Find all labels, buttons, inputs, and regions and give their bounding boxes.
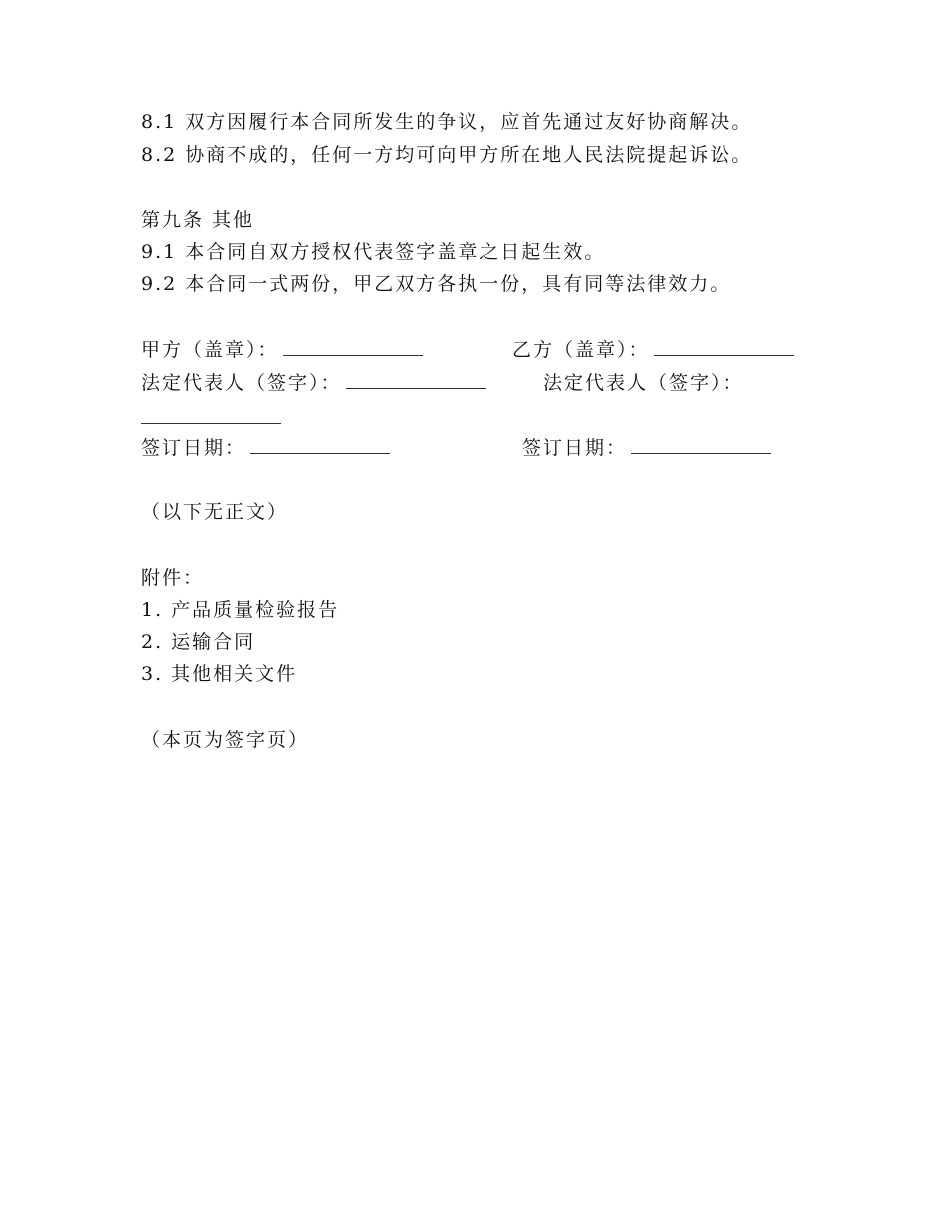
party-a-seal [141, 338, 423, 362]
party-a-seal-label: 甲方（盖章）： [141, 339, 279, 361]
clause-8-1: 8.1 双方因履行本合同所发生的争议，应首先通过友好协商解决。 [141, 111, 753, 133]
party-b-rep [543, 371, 744, 395]
party-a-date-label: 签订日期： [141, 437, 247, 459]
party-b-rep-label: 法定代表人（签字）： [543, 372, 744, 394]
no-more-text: （以下无正文） [141, 501, 289, 523]
party-a-date-blank [250, 452, 390, 454]
clause-8-2: 8.2 协商不成的，任何一方均可向甲方所在地人民法院提起诉讼。 [141, 144, 753, 166]
attachment-item: 1. 产品质量检验报告 [141, 599, 340, 621]
party-a-rep-blank [346, 387, 486, 389]
attachment-item: 2. 运输合同 [141, 631, 256, 653]
party-a-rep-label: 法定代表人（签字）： [141, 372, 342, 394]
clause-9-1: 9.1 本合同自双方授权代表签字盖章之日起生效。 [141, 241, 606, 263]
party-a-date [141, 436, 390, 460]
attachments-title: 附件： [141, 567, 205, 589]
attachment-item: 3. 其他相关文件 [141, 663, 298, 685]
party-b-date-blank [631, 452, 771, 454]
clause-9-2: 9.2 本合同一式两份，甲乙双方各执一份，具有同等法律效力。 [141, 273, 732, 295]
footer-note: （本页为签字页） [141, 729, 310, 751]
party-b-date [522, 436, 771, 460]
party-b-seal [512, 338, 794, 362]
party-b-rep-blank [141, 423, 281, 424]
party-a-rep [141, 371, 486, 395]
party-b-seal-label: 乙方（盖章）： [512, 339, 650, 361]
article-9-title: 第九条 其他 [141, 209, 255, 231]
party-a-seal-blank [283, 354, 423, 356]
party-b-date-label: 签订日期： [522, 437, 628, 459]
party-b-seal-blank [654, 354, 794, 356]
